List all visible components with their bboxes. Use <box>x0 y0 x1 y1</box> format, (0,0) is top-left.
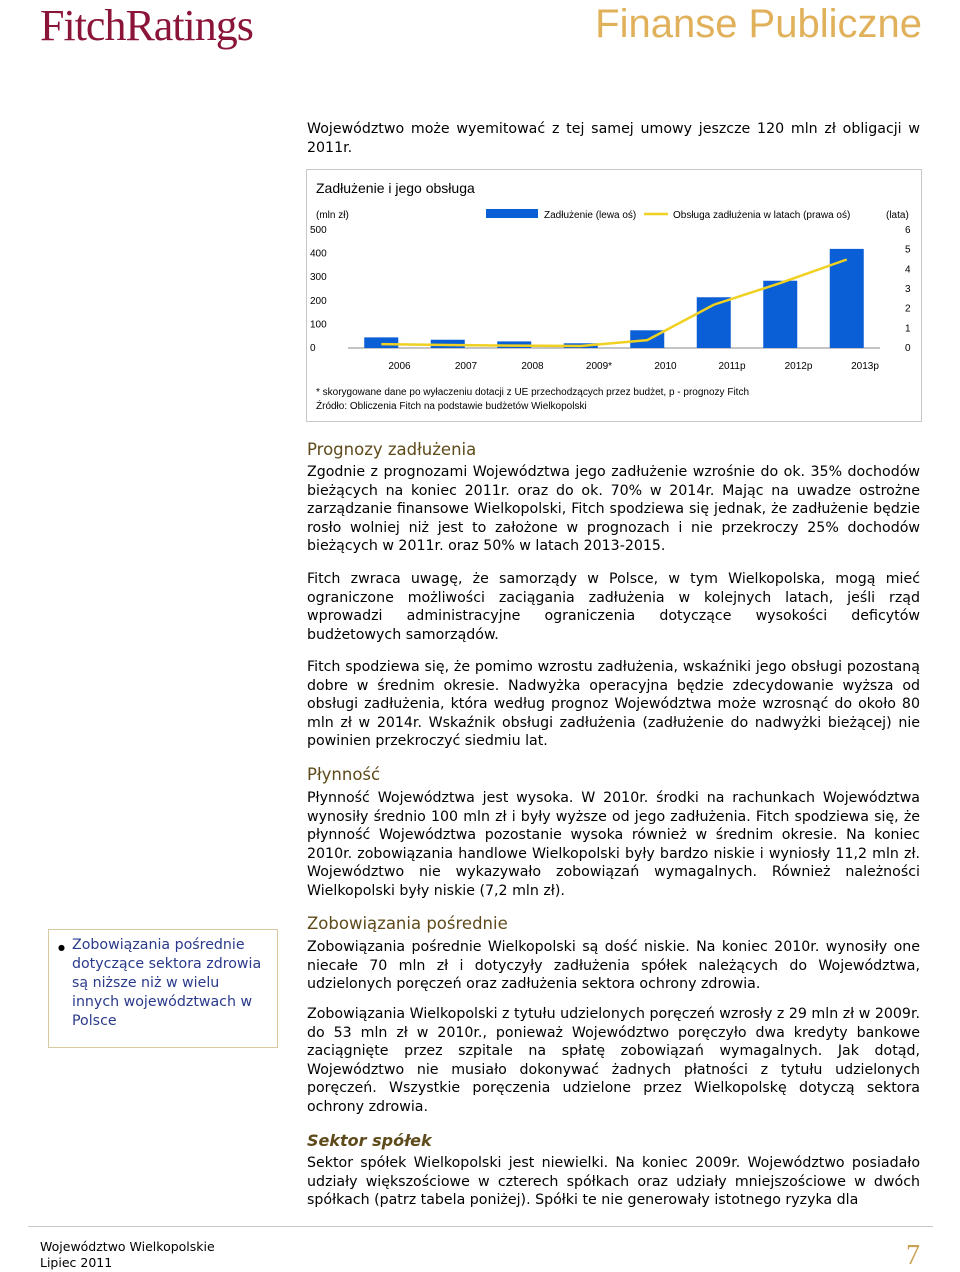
footer-divider <box>28 1226 933 1227</box>
x-tick-label: 2013p <box>851 361 879 372</box>
section-title: Finanse Publiczne <box>595 2 922 46</box>
chart-note: * skorygowane dane po wyłaczeniu dotacji z UE przechodzących przez budżet, p - prognozy Fitch <box>316 387 750 398</box>
zobowiazania-paragraph-1: Zobowiązania pośrednie Wielkopolski są dość niskie. Na koniec 2010r. wynosiły one niecałe 70 mln zł i dotyczyły zadłużenia spółek należących do Województwa, udzielonych poręczeń oraz zadłużenia sektora ochrony zdrowia. <box>307 939 920 993</box>
x-tick-label: 2006 <box>388 361 411 372</box>
heading-plynnosc: Płynność <box>307 765 381 784</box>
x-tick-label: 2010 <box>654 361 677 372</box>
right-tick-label: 2 <box>905 303 911 315</box>
sektor-paragraph-1: Sektor spółek Wielkopolski jest niewielki. Na koniec 2009r. Województwo posiadało udziały większościowe w czterech spółkach oraz udziały mniejszościowe w dwóch spółkach (patrz tabela poniżej). Spółki te nie generowały istotnego ryzyka dla <box>307 1155 920 1209</box>
chart-title: Zadłużenie i jego obsługa <box>316 180 475 196</box>
brand-fitch: Fitch <box>40 1 126 50</box>
debt-chart <box>306 169 920 421</box>
chart-legend <box>486 209 850 221</box>
prognozy-paragraph-3: Fitch spodziewa się, że pomimo wzrostu zadłużenia, wskaźniki jego obsługi pozostaną dobre w średnim okresie. Nadwyżka operacyjna będzie zdecydowanie wyższa od obsługi zadłużenia, która według prognoz Województwa może wzrosnąć do około 80 mln zł w 2014r. Wskaźnik obsługi zadłużenia (zadłużenie do nadwyżki bieżącej) nie powinien przekroczyć siedmiu lat. <box>307 659 920 750</box>
x-tick-label: 2012p <box>784 361 813 372</box>
legend-swatch-debt <box>486 209 538 218</box>
x-tick-label: 2009* <box>585 361 613 372</box>
bar-debt <box>364 337 398 348</box>
heading-prognozy: Prognozy zadłużenia <box>307 440 477 459</box>
sidebar-bullet-text: Zobowiązania pośrednie dotyczące sektora zdrowia są niższe niż w wielu innych województwach w Polsce <box>72 937 262 1029</box>
bullet-icon: ● <box>58 943 65 952</box>
legend-label-service: Obsługa zadłużenia w latach (prawa oś) <box>673 210 851 221</box>
page-number: 7 <box>906 1240 920 1271</box>
prognozy-paragraph-2: Fitch zwraca uwagę, że samorządy w Polsce, w tym Wielkopolska, mogą mieć ograniczone możliwości zaciągania zadłużenia w kolejnych latach, jeśli rząd wprowadzi administracyjne ograniczenia dotyczące wysokości deficytów budżetowych samorządów. <box>307 571 920 643</box>
chart-source: Źródło: Obliczenia Fitch na podstawie budżetów Wielkopolski <box>316 401 587 412</box>
footer-entity: Województwo Wielkopolskie <box>40 1239 215 1254</box>
heading-sektor: Sektor spółek <box>307 1131 432 1150</box>
left-axis-unit: (mln zł) <box>316 210 349 221</box>
legend-label-debt: Zadłużenie (lewa oś) <box>544 210 637 221</box>
plynnosc-paragraph-1: Płynność Województwa jest wysoka. W 2010r. środki na rachunkach Województwa wynosiły średnio 100 mln zł i były wyższe od jego zadłużenia. Fitch spodziewa się, że płynność Województwa pozostanie wysoka również w średnim okresie. Na koniec 2010r. zobowiązania handlowe Wielkopolski były bardzo niskie i wyniosły 11,2 mln zł. Województwo nie wykazywało zobowiązań wymagalnych. Również należności Wielkopolski były niskie (7,2 mln zł). <box>307 790 920 899</box>
plot-area <box>310 225 911 372</box>
left-tick-label: 500 <box>310 225 327 236</box>
prognozy-paragraph-1: Zgodnie z prognozami Województwa jego zadłużenie wzrośnie do ok. 35% dochodów bieżących na koniec 2011r. oraz do ok. 70% w 2014r. Mając na uwadze ostrożne zarządzanie finansowe Wielkopolski, Fitch spodziewa się jednak, że zadłużenie będzie rosło wolniej niż jest to założone w prognozach i nie przekroczy 25% dochodów bieżących w 2011r. oraz 50% w latach 2013-2015. <box>307 464 920 555</box>
intro-paragraph: Województwo może wyemitować z tej samej umowy jeszcze 120 mln zł obligacji w 2011r. <box>307 121 920 156</box>
right-tick-label: 1 <box>905 323 911 335</box>
zobowiazania-paragraph-2: Zobowiązania Wielkopolski z tytułu udzielonych poręczeń wzrosły z 29 mln zł w 2009r. do 53 mln zł w 2010r., ponieważ Województwo poręczyło dwa kredyty bankowe zaciągnięte przez szpitale na spłatę zobowiązań wymagalnych. Jak dotąd, Województwo nie musiało dokonywać żadnych płatności z tytułu udzielonych poręczeń. Wszystkie poręczenia udzielone przez Wielkopolskę dotyczą sektora ochrony zdrowia. <box>307 1006 920 1115</box>
x-tick-label: 2008 <box>521 361 544 372</box>
right-tick-label: 5 <box>905 244 911 256</box>
right-tick-label: 3 <box>905 284 911 295</box>
left-tick-label: 200 <box>310 295 327 307</box>
x-tick-label: 2011p <box>718 361 746 372</box>
brand-logo <box>40 0 253 51</box>
left-tick-label: 100 <box>310 319 327 331</box>
bar-debt <box>763 281 797 348</box>
heading-zobowiazania: Zobowiązania pośrednie <box>307 914 508 933</box>
right-tick-label: 0 <box>905 343 911 354</box>
right-tick-label: 4 <box>905 264 911 276</box>
right-axis-unit: (lata) <box>886 210 909 221</box>
left-tick-label: 400 <box>310 248 327 260</box>
brand-ratings: Ratings <box>125 1 253 50</box>
left-tick-label: 0 <box>310 343 316 354</box>
x-tick-label: 2007 <box>454 361 478 372</box>
left-tick-label: 300 <box>310 272 327 284</box>
footer-date: Lipiec 2011 <box>40 1255 113 1270</box>
right-tick-label: 6 <box>905 225 911 236</box>
